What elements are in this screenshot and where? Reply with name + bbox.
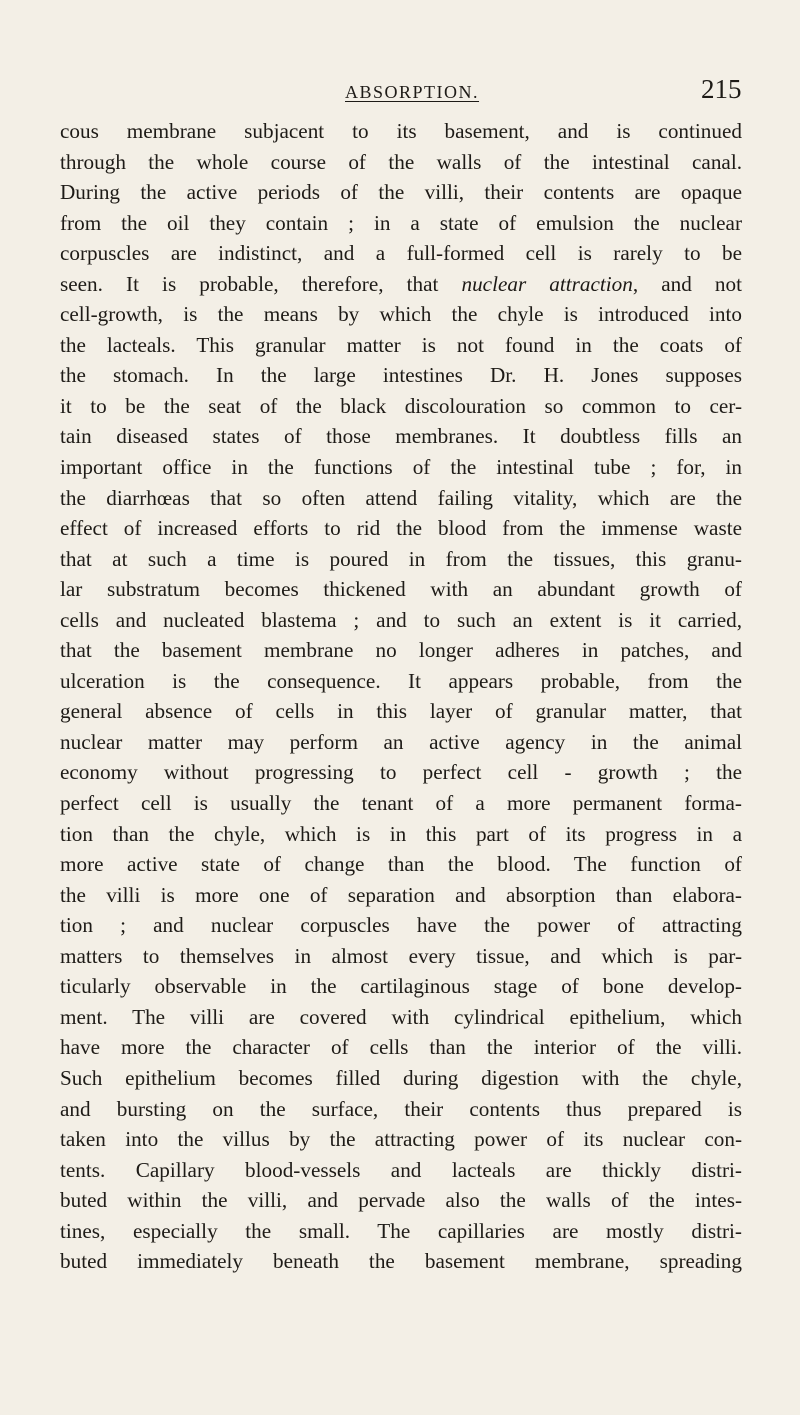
text-line: [60, 1063, 742, 1094]
text-line: [60, 147, 742, 178]
running-header: [0, 72, 800, 106]
text-segment: the lacteals. This granular matter is not found in the coats of: [60, 332, 742, 357]
text-segment: the villi is more one of separation and absorption than elabora-: [60, 882, 742, 907]
text-line: [60, 910, 742, 941]
text-segment: nuclear matter may perform an active agency in the animal: [60, 729, 742, 754]
text-line: [60, 727, 742, 758]
text-line: [60, 1002, 742, 1033]
text-segment: cells and nucleated blastema ; and to such an extent is it carried,: [60, 607, 742, 632]
text-line: [60, 269, 742, 300]
text-line: [60, 941, 742, 972]
text-line: [60, 1216, 742, 1247]
text-segment: seen. It is probable, therefore, that: [60, 271, 462, 296]
text-line: [60, 635, 742, 666]
text-line: [60, 177, 742, 208]
text-line: [60, 360, 742, 391]
text-line: [60, 330, 742, 361]
text-segment: more active state of change than the blood. The function of: [60, 852, 742, 877]
italic-phrase: nuclear attraction: [461, 271, 633, 296]
text-segment: corpuscles are indistinct, and a full-formed cell is rarely to be: [60, 241, 742, 266]
text-segment: ulceration is the consequence. It appears probable, from the: [60, 668, 742, 693]
text-line: [60, 1094, 742, 1125]
text-segment: it to be the seat of the black discolouration so common to cer-: [60, 393, 742, 418]
text-segment: ment. The villi are covered with cylindrical epithelium, which: [60, 1004, 742, 1029]
text-segment: lar substratum becomes thickened with an abundant growth of: [60, 577, 742, 602]
text-line: [60, 208, 742, 239]
text-segment: economy without progressing to perfect cell - growth ; the: [60, 760, 742, 785]
text-line: [60, 299, 742, 330]
text-line: [60, 574, 742, 605]
text-line: [60, 605, 742, 636]
text-segment: important office in the functions of the intestinal tube ; for, in: [60, 455, 742, 480]
text-line: [60, 849, 742, 880]
text-segment: cous membrane subjacent to its basement, and is continued: [60, 119, 742, 143]
text-segment: buted within the villi, and pervade also the walls of the intes-: [60, 1188, 742, 1213]
text-segment: tion than the chyle, which is in this part of its progress in a: [60, 821, 742, 846]
text-line: [60, 483, 742, 514]
text-segment: that at such a time is poured in from the tissues, this granu-: [60, 546, 742, 571]
text-segment: the diarrhœas that so often attend failing vitality, which are the: [60, 485, 742, 510]
text-segment: and bursting on the surface, their contents thus prepared is: [60, 1096, 742, 1121]
text-line: [60, 1246, 742, 1277]
text-segment: tion ; and nuclear corpuscles have the power of attracting: [60, 913, 742, 938]
text-segment: tents. Capillary blood-vessels and lacteals are thickly distri-: [60, 1157, 742, 1182]
text-line: [60, 819, 742, 850]
text-line: [60, 1155, 742, 1186]
text-segment: tain diseased states of those membranes. It doubtless fills an: [60, 424, 742, 449]
running-title: ABSORPTION.: [345, 82, 480, 102]
text-segment: effect of increased efforts to rid the blood from the immense waste: [60, 516, 742, 541]
text-line: [60, 391, 742, 422]
text-segment: that the basement membrane no longer adheres in patches, and: [60, 638, 742, 663]
text-line: [60, 544, 742, 575]
text-line: [60, 971, 742, 1002]
body-text: [60, 116, 742, 1277]
text-line: [60, 1185, 742, 1216]
text-line: [60, 696, 742, 727]
text-line: [60, 880, 742, 911]
text-line: [60, 452, 742, 483]
text-segment: general absence of cells in this layer of granular matter, that: [60, 699, 742, 724]
text-segment: have more the character of cells than the interior of the villi.: [60, 1035, 742, 1060]
text-segment: During the active periods of the villi, their contents are opaque: [60, 180, 742, 205]
text-segment: , and not: [632, 271, 743, 296]
text-line: [60, 238, 742, 269]
text-segment: Such epithelium becomes filled during digestion with the chyle,: [60, 1065, 742, 1090]
page-number: 215: [701, 74, 742, 104]
text-segment: from the oil they contain ; in a state of emulsion the nuclear: [60, 210, 742, 235]
text-segment: through the whole course of the walls of the intestinal canal.: [60, 149, 742, 174]
text-segment: perfect cell is usually the tenant of a more permanent forma-: [60, 791, 742, 816]
text-segment: taken into the villus by the attracting power of its nuclear con-: [60, 1127, 742, 1152]
text-segment: matters to themselves in almost every tissue, and which is par-: [60, 943, 742, 968]
text-line: [60, 666, 742, 697]
text-line: [60, 1032, 742, 1063]
text-line: [60, 757, 742, 788]
text-segment: tines, especially the small. The capillaries are mostly distri-: [60, 1218, 742, 1243]
text-segment: the stomach. In the large intestines Dr. H. Jones supposes: [60, 363, 742, 388]
text-line: [60, 421, 742, 452]
text-line: [60, 788, 742, 819]
text-line: [60, 1124, 742, 1155]
text-line: [60, 116, 742, 147]
text-line: [60, 513, 742, 544]
text-segment: cell-growth, is the means by which the chyle is introduced into: [60, 302, 742, 327]
text-segment: buted immediately beneath the basement membrane, spreading: [60, 1249, 742, 1274]
text-segment: ticularly observable in the cartilaginous stage of bone develop-: [60, 974, 742, 999]
